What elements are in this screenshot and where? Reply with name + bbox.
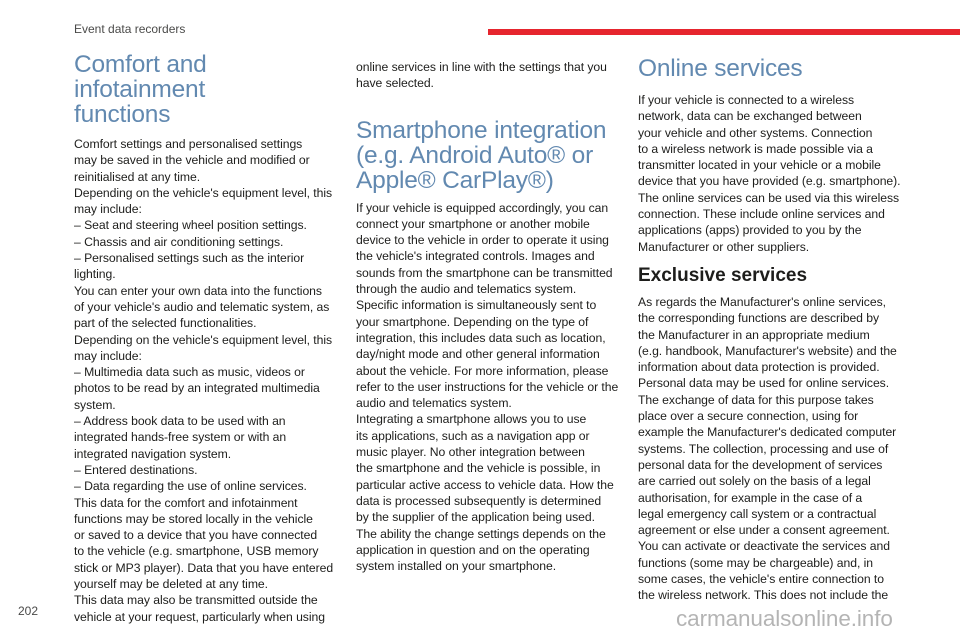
header-accent-bar <box>488 29 960 35</box>
comfort-body: Comfort settings and personalised settings may be saved in the vehicle and modified or reinitialised at any time. Depending on the vehicle's equipment level, this may include: – Seat and steering wheel position settings. – Chassis and air conditioning settings. – Personalised settings such as the interior lighting. You can enter your own data into the functions of your vehicle's audio and telematic system, as part of the selected functionalities. Depending on the vehicle's equipment level, this may include: – Multimedia data such as music, videos or photos to be read by an integrated multimedia system. – Address book data to be used with an integrated hands-free system or with an integrated navigation system. – Entered destinations. – Data regarding the use of online services. This data for the comfort and infotainment functions may be stored locally in the vehicle or saved to a device that you have connected to the vehicle (e.g. smartphone, USB memory stick or MP3 player). Data that you have entered yourself may be deleted at any time. This data may also be transmitted outside the vehicle at your request, particularly when using <box>74 137 334 624</box>
watermark: carmanualsonline.info <box>676 606 893 631</box>
column-3 <box>638 52 906 604</box>
subsection-title-exclusive: Exclusive services <box>638 264 808 286</box>
column-2 <box>356 52 622 574</box>
online-services-continued: online services in line with the settings that you have selected. <box>356 60 607 91</box>
smartphone-body: If your vehicle is equipped accordingly, you can connect your smartphone or another mobile device to the vehicle in order to operate it using the vehicle's integrated controls. Images and sounds from the smartphone can be transmitted through the audio and telematics system. Specific information is simultaneously sent to your smartphone. Depending on the type of integration, this includes data such as location, day/night mode and other general information about the vehicle. For more information, please refer to the user instructions for the vehicle or the audio and telematics system. Integrating a smartphone allows you to use its applications, such as a navigation app or music player. No other integration between the smartphone and the vehicle is possible, in particular active access to vehicle data. How the data is processed subsequently is determined by the supplier of the application being used. The ability the change settings depends on the application in question and on the operating system installed on your smartphone. <box>356 200 619 574</box>
column-1 <box>74 52 336 625</box>
page-number: 202 <box>18 604 39 618</box>
running-header: Event data recorders <box>74 22 186 36</box>
section-title-comfort: Comfort and infotainment functions <box>74 51 207 128</box>
exclusive-body: As regards the Manufacturer's online services, the corresponding functions are described by the Manufacturer in an appropriate medium (e.g. handbook, Manufacturer's website) and the information about data protection is provided. Personal data may be used for online services. The exchange of data for this purpose takes place over a secure connection, using for example the Manufacturer's dedicated computer systems. The collection, processing and use of personal data for the development of services are carried out solely on the basis of a legal authorisation, for example in the case of a legal emergency call system or a contractual agreement or else under a consent agreement. You can activate or deactivate the services and functions (some may be chargeable) and, in some cases, the vehicle's entire connection to the wireless network. This does not include the <box>638 294 897 603</box>
section-title-smartphone: Smartphone integration (e.g. Android Auto® or Apple® CarPlay®) <box>356 116 607 194</box>
section-title-online: Online services <box>638 55 803 82</box>
online-body: If your vehicle is connected to a wireless network, data can be exchanged between your vehicle and other systems. Connection to a wireless network is made possible via a transmitter located in your vehicle or a mobile device that you have provided (e.g. smartphone). The online services can be used via this wireless connection. These include online services and applications (apps) provided to you by the Manufacturer or other suppliers. <box>638 93 901 254</box>
